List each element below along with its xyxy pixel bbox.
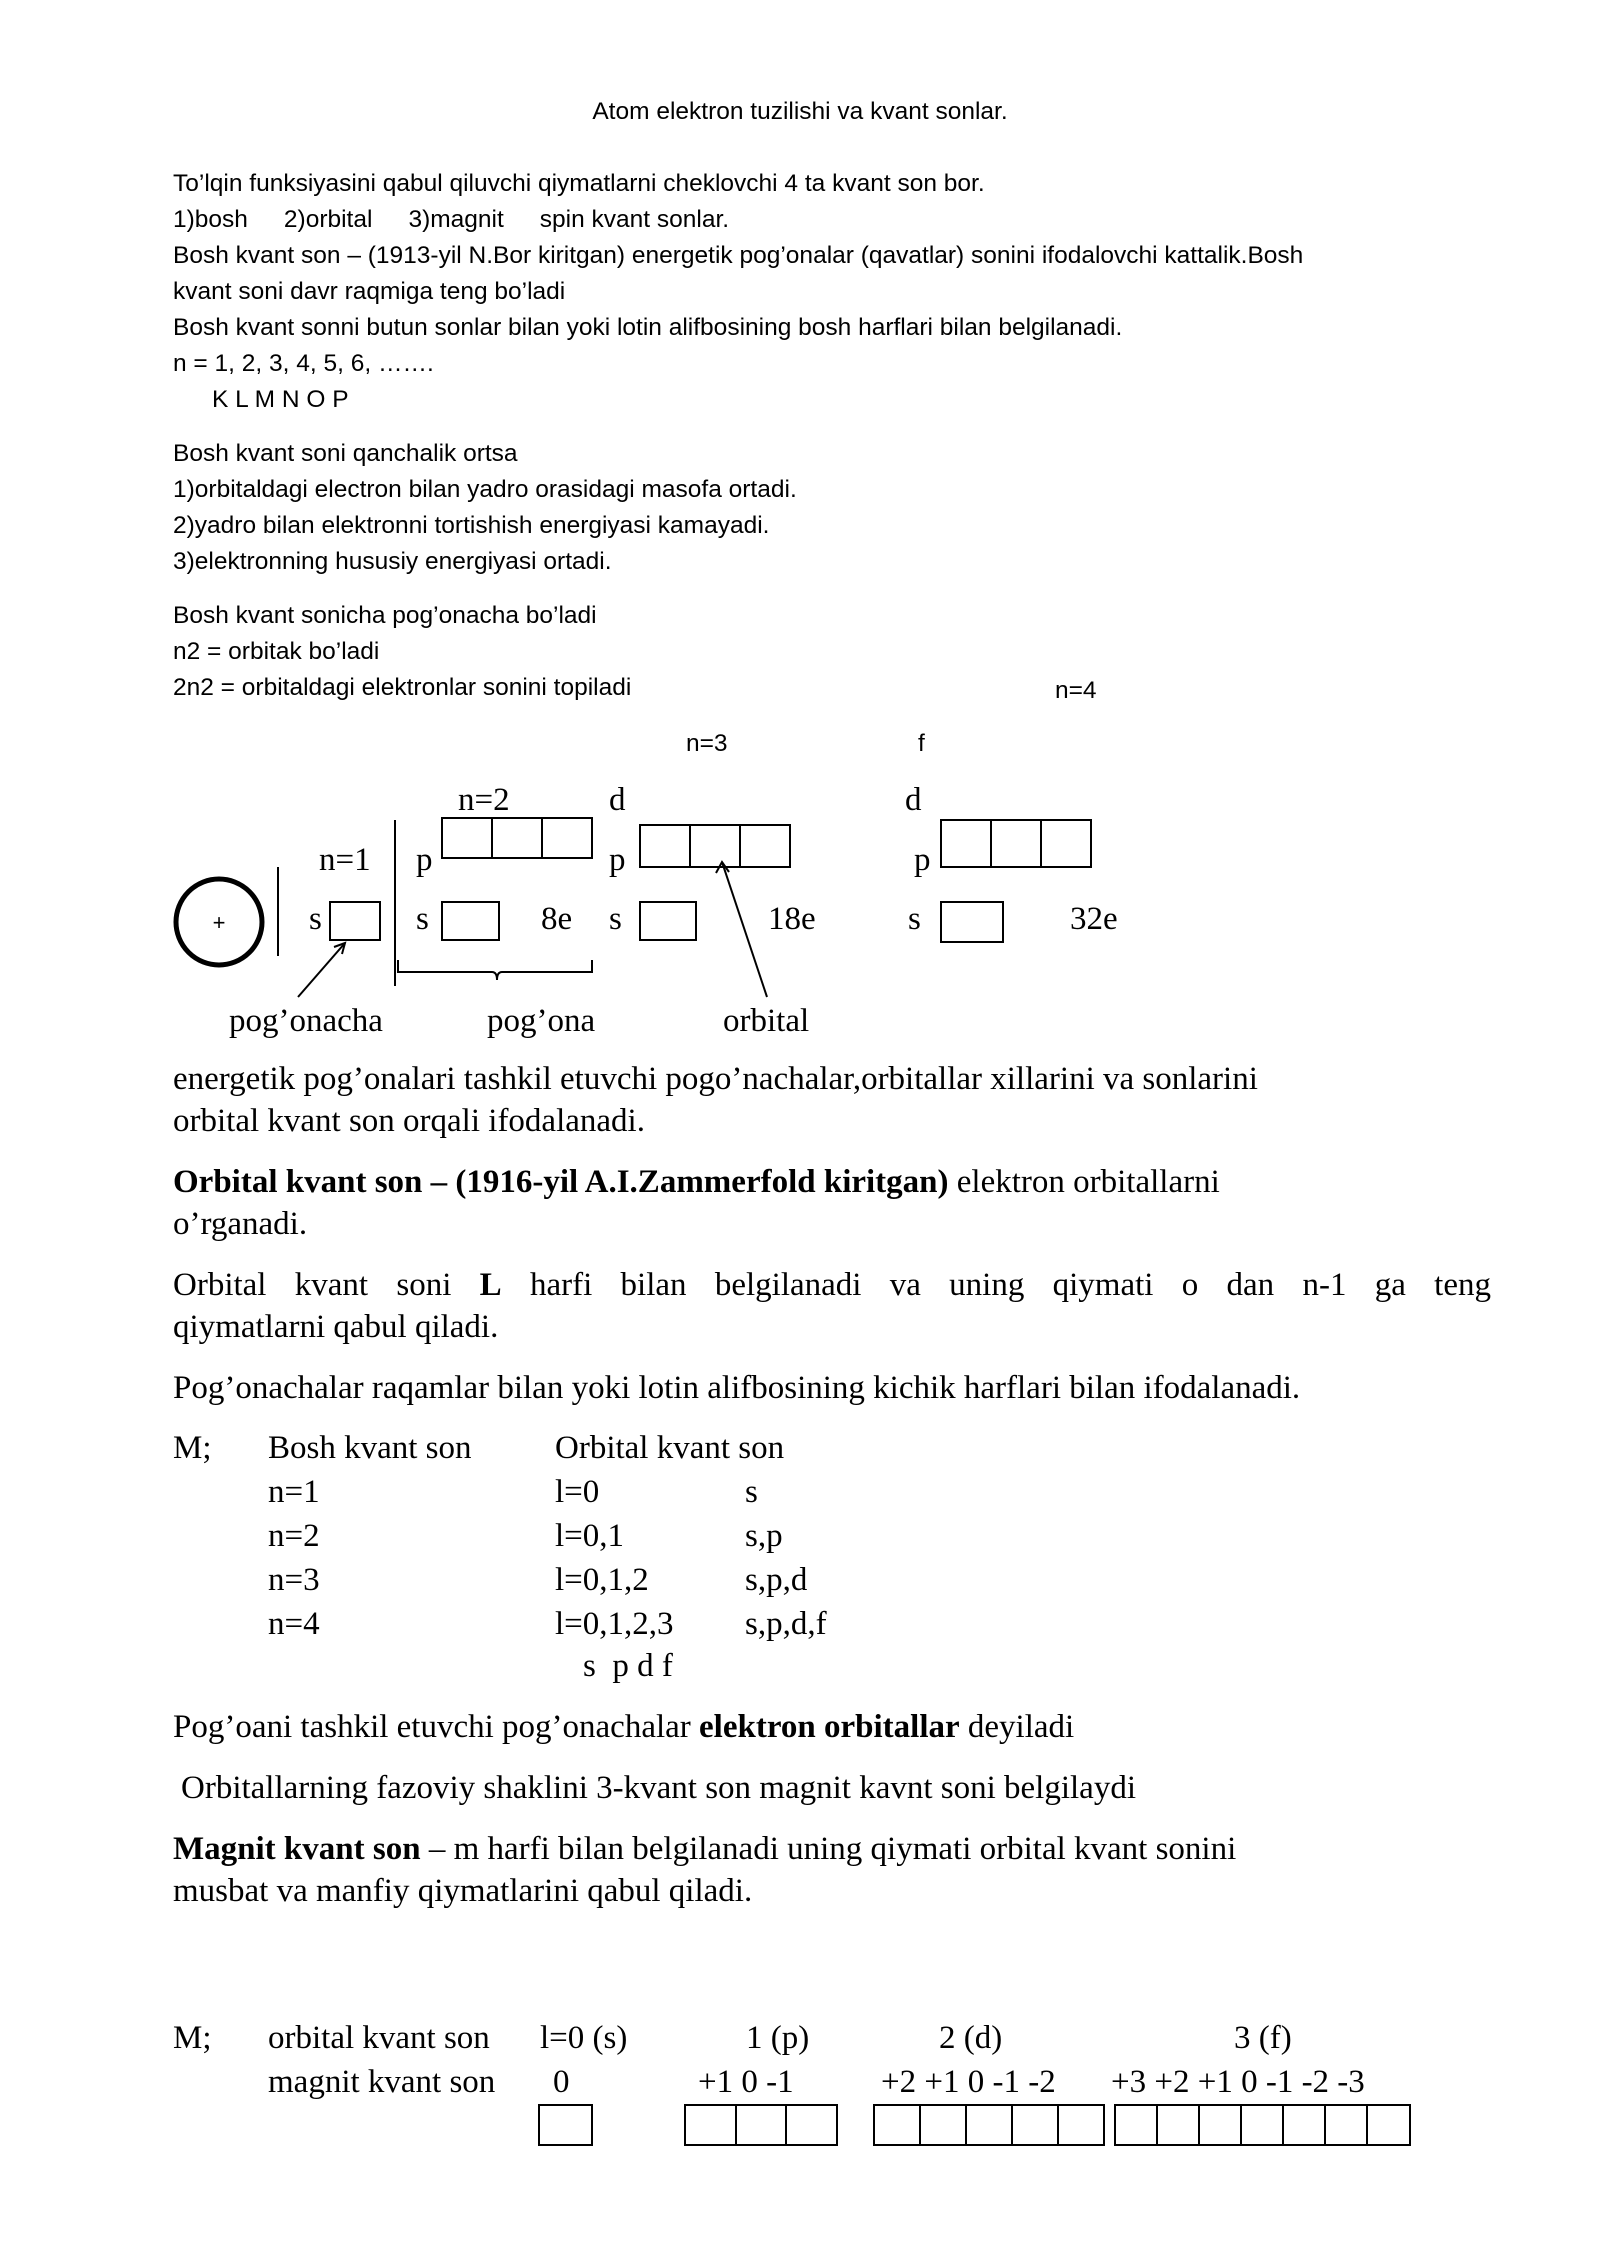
- table-cell: n=4: [268, 1606, 320, 1642]
- label-s: s: [416, 901, 429, 937]
- table-cell: 1 (p): [746, 2020, 810, 2056]
- table-cell: l=0,1: [555, 1518, 625, 1554]
- growth-heading: Bosh kvant soni qanchalik ortsa: [173, 440, 518, 467]
- intro-line-7: K L M N O P: [212, 386, 349, 413]
- table-cell: l=0,1,2,3: [555, 1606, 674, 1642]
- growth-item: 3)elektronning hususiy energiyasi ortadi.: [173, 548, 612, 575]
- body-line: musbat va manfiy qiymatlarini qabul qiladi.: [173, 1873, 753, 1909]
- orbital-definition: [173, 1161, 1220, 1203]
- orbital-box-group: [685, 2105, 837, 2145]
- bold-term: elektron orbitallar: [699, 1709, 960, 1745]
- list-item: 2)orbital: [283, 206, 373, 233]
- table-cell: 3 (f): [1234, 2020, 1292, 2056]
- body-line: Orbitallarning fazoviy shaklini 3-kvant son magnit kavnt soni belgilaydi: [181, 1770, 1136, 1806]
- text-span: – m harfi bilan belgilanadi uning qiymati orbital kvant sonini: [420, 1831, 1237, 1867]
- row-label: orbital kvant son: [268, 2020, 490, 2056]
- orbital-box: [539, 2105, 592, 2145]
- rule-line: Bosh kvant sonicha pog’onacha bo’ladi: [173, 602, 597, 629]
- intro-line-4: kvant soni davr raqmiga teng bo’ladi: [173, 278, 566, 305]
- table-cell: 2 (d): [939, 2020, 1003, 2056]
- table-cell: s: [745, 1474, 758, 1510]
- label-n4: n=4: [1055, 677, 1097, 704]
- list-item: 1)bosh: [173, 206, 248, 233]
- table-cell: n=3: [268, 1562, 320, 1598]
- example-marker: M;: [173, 1430, 212, 1466]
- table-cell: n=1: [268, 1474, 320, 1510]
- example-marker: M;: [173, 2020, 212, 2056]
- rule-line: 2n2 = orbitaldagi elektronlar sonini topiladi: [173, 674, 632, 701]
- body-line: Pog’onachalar raqamlar bilan yoki lotin alifbosining kichik harflari bilan ifodalanadi.: [173, 1370, 1301, 1406]
- label-n2: n=2: [458, 782, 510, 818]
- nucleus-plus: +: [212, 910, 226, 935]
- label-s: s: [609, 901, 622, 937]
- orbital-symbol-line: [173, 1264, 1491, 1306]
- atom-shell-diagram: [0, 0, 1600, 1060]
- table-footnote: s p d f: [583, 1648, 673, 1684]
- table-cell: +1 0 -1: [698, 2064, 794, 2100]
- body-line: orbital kvant son orqali ifodalanadi.: [173, 1103, 645, 1139]
- brace: [398, 960, 592, 980]
- intro-line-6: n = 1, 2, 3, 4, 5, 6, …….: [173, 350, 434, 377]
- body-line: o’rganadi.: [173, 1206, 308, 1242]
- label-p: p: [609, 842, 626, 878]
- body-line: energetik pog’onalari tashkil etuvchi pogo’nachalar,orbitallar xillarini va sonlarini: [173, 1061, 1258, 1097]
- table-header: Orbital kvant son: [555, 1430, 785, 1466]
- body-line: [173, 1706, 1074, 1748]
- orbital-box-group: [874, 2105, 1104, 2145]
- label-f: f: [918, 730, 925, 757]
- electron-count: 18e: [768, 901, 816, 937]
- label-s: s: [309, 901, 322, 937]
- orbital-box-group: [1115, 2105, 1410, 2145]
- label-pogonacha: pog’onacha: [229, 1003, 383, 1039]
- text-span: elektron orbitallarni: [948, 1164, 1220, 1200]
- body-line: qiymatlarni qabul qiladi.: [173, 1309, 499, 1345]
- orbital-box: [640, 902, 696, 940]
- label-n1: n=1: [319, 842, 371, 878]
- orbital-box-group: [442, 818, 592, 858]
- table-cell: l=0,1,2: [555, 1562, 649, 1598]
- table-cell: +2 +1 0 -1 -2: [881, 2064, 1056, 2100]
- growth-item: 1)orbitaldagi electron bilan yadro orasidagi masofa ortadi.: [173, 476, 797, 503]
- text-span: harfi bilan belgilanadi va uning qiymati o dan n-1 ga teng: [501, 1267, 1491, 1303]
- label-p: p: [416, 842, 433, 878]
- bold-term: Magnit kvant son: [173, 1831, 421, 1867]
- bold-term: L: [479, 1267, 502, 1303]
- orbital-box-group: [640, 825, 790, 867]
- text-span: Pog’oani tashkil etuvchi pog’onachalar: [173, 1709, 700, 1745]
- table-cell: 0: [553, 2064, 570, 2100]
- orbital-box-group: [941, 820, 1091, 867]
- rule-line: n2 = orbitak bo’ladi: [173, 638, 380, 665]
- growth-item: 2)yadro bilan elektronni tortishish energiyasi kamayadi.: [173, 512, 770, 539]
- table-header: Bosh kvant son: [268, 1430, 472, 1466]
- intro-line-5: Bosh kvant sonni butun sonlar bilan yoki lotin alifbosining bosh harflari bilan belgilanadi.: [173, 314, 1123, 341]
- bold-term: Orbital kvant son – (1916-yil A.I.Zammerfold kiritgan): [173, 1164, 949, 1200]
- table-cell: l=0: [555, 1474, 600, 1510]
- orbital-box: [941, 902, 1003, 942]
- label-d: d: [905, 782, 922, 818]
- label-pogona: pog’ona: [487, 1003, 596, 1039]
- list-item: spin kvant sonlar.: [539, 206, 730, 233]
- magnetic-definition: [173, 1828, 1236, 1870]
- orbital-box: [330, 902, 380, 940]
- label-d: d: [609, 782, 626, 818]
- table-cell: s,p,d,f: [745, 1606, 827, 1642]
- table-cell: s,p: [745, 1518, 783, 1554]
- label-orbital: orbital: [723, 1003, 810, 1039]
- label-s: s: [908, 901, 921, 937]
- page-title: Atom elektron tuzilishi va kvant sonlar.: [592, 98, 1008, 125]
- text-span: Orbital kvant soni: [173, 1267, 480, 1303]
- label-n3: n=3: [686, 730, 728, 757]
- list-item: 3)magnit: [408, 206, 504, 233]
- table-cell: l=0 (s): [540, 2020, 628, 2056]
- table-cell: n=2: [268, 1518, 320, 1554]
- text-span: deyiladi: [959, 1709, 1075, 1745]
- magnetic-orbital-boxes: [0, 2090, 1600, 2150]
- table-cell: s,p,d: [745, 1562, 808, 1598]
- electron-count: 32e: [1070, 901, 1118, 937]
- label-p: p: [914, 842, 931, 878]
- orbital-box: [442, 902, 499, 940]
- row-label: magnit kvant son: [268, 2064, 496, 2100]
- table-cell: +3 +2 +1 0 -1 -2 -3: [1111, 2064, 1365, 2100]
- intro-line-1: To’lqin funksiyasini qabul qiluvchi qiymatlarni cheklovchi 4 ta kvant son bor.: [173, 170, 985, 197]
- electron-count: 8e: [541, 901, 573, 937]
- intro-line-3: Bosh kvant son – (1913-yil N.Bor kiritgan) energetik pog’onalar (qavatlar) sonini ifodalovchi kattalik.Bosh: [173, 242, 1304, 269]
